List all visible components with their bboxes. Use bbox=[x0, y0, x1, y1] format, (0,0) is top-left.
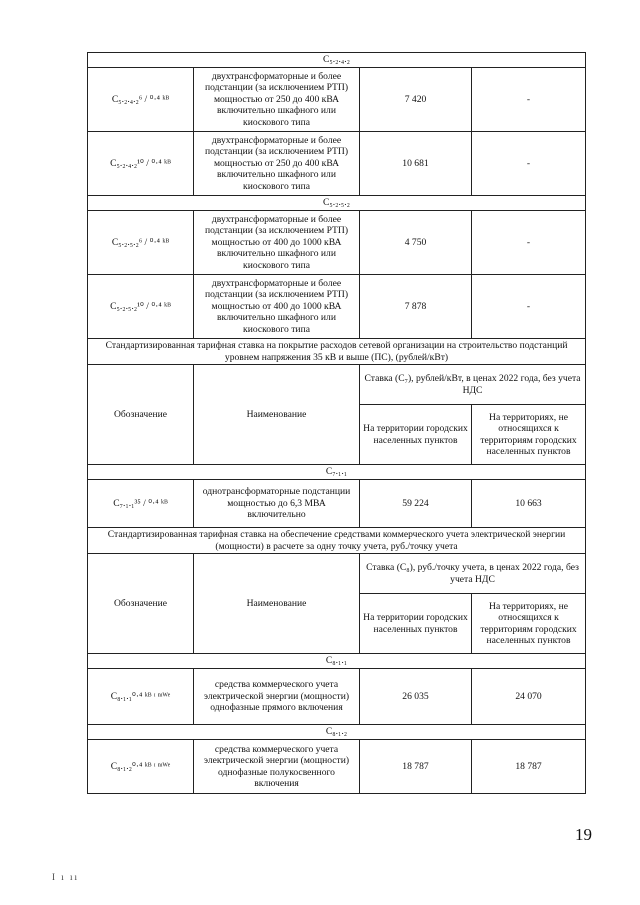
row-value-nonurban: - bbox=[472, 132, 586, 196]
table-row bbox=[88, 211, 586, 275]
section-header: C₅.₂.₅.₂ bbox=[88, 196, 586, 211]
table-row bbox=[88, 275, 586, 339]
col-name: Наименование bbox=[194, 365, 360, 465]
section-header-row bbox=[88, 53, 586, 68]
row-name: двухтрансформаторные и более подстанции (за исключением РТП) мощностью от 400 до 1000 кВА включительно шкафного или киоскового типа bbox=[194, 275, 360, 339]
row-code: C₇.₁.₁³⁵ / ⁰·⁴ ᵏᴮ bbox=[88, 480, 194, 528]
row-value-nonurban: 24 070 bbox=[472, 669, 586, 725]
tariff-table bbox=[87, 52, 586, 794]
col-urban: На территории городских населенных пунктов bbox=[360, 405, 472, 465]
row-value-urban: 7 420 bbox=[360, 68, 472, 132]
block-title-c7: Стандартизированная тарифная ставка на покрытие расходов сетевой организации на строительство подстанций уровнем напряжения 35 кВ и выше (ПС), (рублей/кВт) bbox=[88, 339, 586, 365]
col-name: Наименование bbox=[194, 554, 360, 654]
row-name: средства коммерческого учета электрической энергии (мощности) однофазные полукосвенного включения bbox=[194, 740, 360, 794]
section-header-row bbox=[88, 465, 586, 480]
block-title-row bbox=[88, 339, 586, 365]
section-header-row bbox=[88, 654, 586, 669]
section-header-row bbox=[88, 725, 586, 740]
col-designation: Обозначение bbox=[88, 365, 194, 465]
block-title-c8: Стандартизированная тарифная ставка на обеспечение средствами коммерческого учета электрической энергии (мощности) в расчете за одну точку учета, руб./точку учета bbox=[88, 528, 586, 554]
table-row bbox=[88, 68, 586, 132]
header-row bbox=[88, 365, 586, 405]
row-name: средства коммерческого учета электрической энергии (мощности) однофазные прямого включения bbox=[194, 669, 360, 725]
footer-marks: I ı ıı bbox=[52, 872, 79, 882]
section-header-row bbox=[88, 196, 586, 211]
col-designation: Обозначение bbox=[88, 554, 194, 654]
header-row bbox=[88, 554, 586, 594]
row-code: C₅.₂.₄.₂¹⁰ / ⁰·⁴ ᵏᴮ bbox=[88, 132, 194, 196]
row-code: C₈.₁.₁⁰·⁴ ᵏᴮ ᶦ ⁿᶦᵂᵉ bbox=[88, 669, 194, 725]
table-row bbox=[88, 480, 586, 528]
col-rate: Ставка (C₈), руб./точку учета, в ценах 2022 года, без учета НДС bbox=[360, 554, 586, 594]
row-name: двухтрансформаторные и более подстанции (за исключением РТП) мощностью от 250 до 400 кВА включительно шкафного или киоскового типа bbox=[194, 132, 360, 196]
row-name: двухтрансформаторные и более подстанции (за исключением РТП) мощностью от 400 до 1000 кВА включительно шкафного или киоскового типа bbox=[194, 211, 360, 275]
col-nonurban: На территориях, не относящихся к территориям городских населенных пунктов bbox=[472, 405, 586, 465]
row-value-urban: 59 224 bbox=[360, 480, 472, 528]
row-value-nonurban: - bbox=[472, 68, 586, 132]
col-rate: Ставка (C₇), рублей/кВт, в ценах 2022 года, без учета НДС bbox=[360, 365, 586, 405]
section-header: C₈.₁.₂ bbox=[88, 725, 586, 740]
row-code: C₅.₂.₄.₂⁶ / ⁰·⁴ ᵏᴮ bbox=[88, 68, 194, 132]
table-row bbox=[88, 132, 586, 196]
row-value-nonurban: 18 787 bbox=[472, 740, 586, 794]
row-value-nonurban: - bbox=[472, 211, 586, 275]
section-header: C₇.₁.₁ bbox=[88, 465, 586, 480]
col-urban: На территории городских населенных пунктов bbox=[360, 594, 472, 654]
row-name: двухтрансформаторные и более подстанции (за исключением РТП) мощностью от 250 до 400 кВА включительно шкафного или киоскового типа bbox=[194, 68, 360, 132]
row-code: C₈.₁.₂⁰·⁴ ᵏᴮ ᶦ ⁿᶦᵂᵉ bbox=[88, 740, 194, 794]
table-row bbox=[88, 740, 586, 794]
table-row bbox=[88, 669, 586, 725]
section-header: C₅.₂.₄.₂ bbox=[88, 53, 586, 68]
row-code: C₅.₂.₅.₂⁶ / ⁰·⁴ ᵏᴮ bbox=[88, 211, 194, 275]
row-value-urban: 4 750 bbox=[360, 211, 472, 275]
row-value-urban: 7 878 bbox=[360, 275, 472, 339]
col-nonurban: На территориях, не относящихся к территориям городских населенных пунктов bbox=[472, 594, 586, 654]
row-value-nonurban: - bbox=[472, 275, 586, 339]
row-value-nonurban: 10 663 bbox=[472, 480, 586, 528]
row-value-urban: 10 681 bbox=[360, 132, 472, 196]
block-title-row bbox=[88, 528, 586, 554]
row-code: C₅.₂.₅.₂¹⁰ / ⁰·⁴ ᵏᴮ bbox=[88, 275, 194, 339]
page-number: 19 bbox=[575, 825, 592, 844]
row-name: однотрансформаторные подстанции мощностью до 6,3 МВА включительно bbox=[194, 480, 360, 528]
row-value-urban: 26 035 bbox=[360, 669, 472, 725]
section-header: C₈.₁.₁ bbox=[88, 654, 586, 669]
row-value-urban: 18 787 bbox=[360, 740, 472, 794]
